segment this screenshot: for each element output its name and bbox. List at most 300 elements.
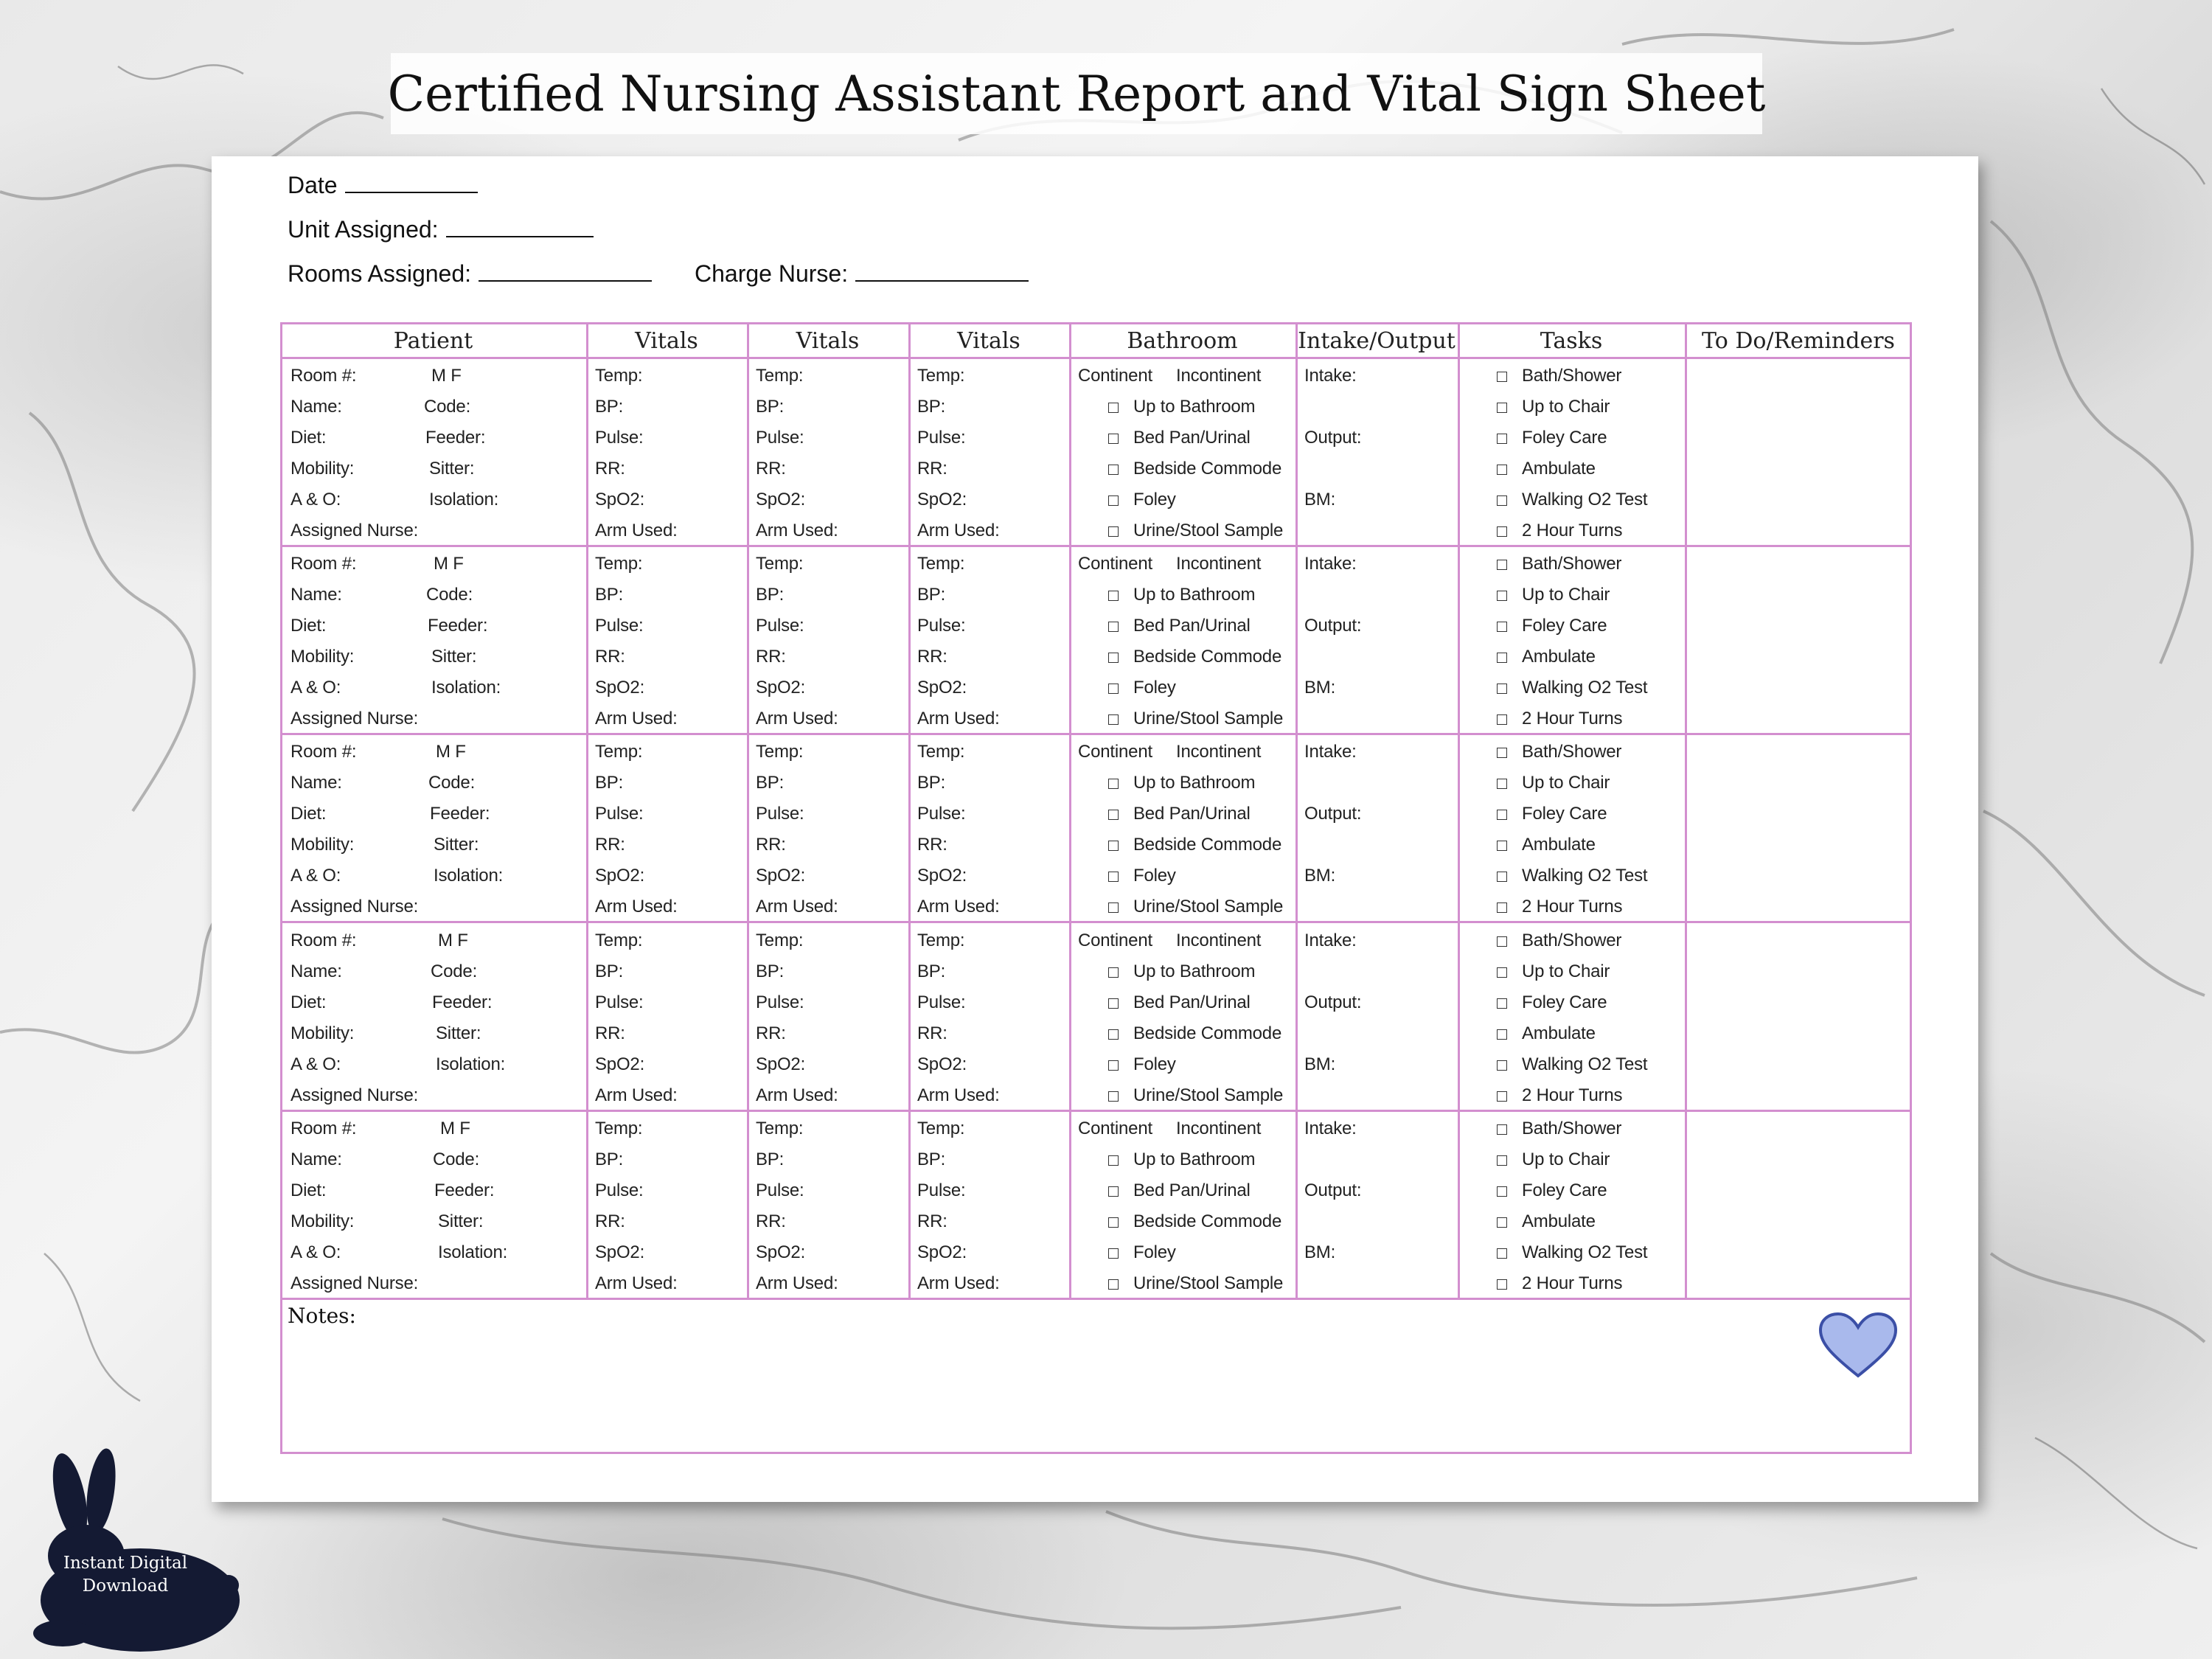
vitals-field: Arm Used: xyxy=(917,1085,1000,1105)
incontinent-label: Incontinent xyxy=(1176,1119,1262,1138)
checkbox-icon[interactable] xyxy=(1108,872,1119,882)
checkbox-icon[interactable] xyxy=(1497,434,1507,444)
column-header: Vitals xyxy=(796,327,860,354)
vitals-field: Arm Used: xyxy=(756,1273,838,1293)
vitals-field: RR: xyxy=(756,835,786,855)
task-option[interactable] xyxy=(1497,366,1621,386)
task-option-label: Ambulate xyxy=(1522,835,1596,855)
continent-label: Continent xyxy=(1078,366,1152,386)
checkbox-icon[interactable] xyxy=(1108,1279,1119,1290)
patient-name-label: Name: xyxy=(291,773,342,793)
vitals-field: Arm Used: xyxy=(595,1085,678,1105)
patient-sitter-label: Sitter: xyxy=(438,1211,484,1231)
patient-mobility-label: Mobility: xyxy=(291,835,355,855)
checkbox-icon[interactable] xyxy=(1497,810,1507,820)
task-option[interactable] xyxy=(1497,742,1621,762)
task-option-label: Bath/Shower xyxy=(1522,742,1622,762)
patient-code-label: Code: xyxy=(424,397,471,417)
column-header: Vitals xyxy=(957,327,1020,354)
patient-mobility-label: Mobility: xyxy=(291,647,355,667)
bathroom-option[interactable] xyxy=(1108,992,1251,1013)
checkbox-icon[interactable] xyxy=(1497,872,1507,882)
bathroom-option[interactable] xyxy=(1108,521,1283,541)
bathroom-option[interactable] xyxy=(1108,647,1281,667)
checkbox-icon[interactable] xyxy=(1108,403,1119,413)
bathroom-option[interactable] xyxy=(1108,1180,1251,1201)
vitals-field: RR: xyxy=(756,459,786,479)
patient-diet-label: Diet: xyxy=(291,1180,327,1200)
task-option[interactable] xyxy=(1497,1273,1622,1294)
checkbox-icon[interactable] xyxy=(1497,372,1507,382)
patient-ao-label: A & O: xyxy=(291,678,341,698)
task-option[interactable] xyxy=(1497,1150,1610,1170)
vitals-field: Temp: xyxy=(595,1119,643,1138)
bathroom-option-label: Urine/Stool Sample xyxy=(1133,709,1284,728)
bathroom-option-label: Bedside Commode xyxy=(1133,1211,1282,1231)
bathroom-option[interactable] xyxy=(1108,1023,1281,1044)
patient-code-label: Code: xyxy=(431,961,478,981)
task-option[interactable] xyxy=(1497,1085,1622,1106)
charge-label: Charge Nurse: xyxy=(695,260,849,287)
bathroom-option-label: Urine/Stool Sample xyxy=(1133,897,1284,917)
checkbox-icon[interactable] xyxy=(1497,653,1507,663)
patient-diet-label: Diet: xyxy=(291,804,327,824)
patient-feeder-label: Feeder: xyxy=(430,804,490,824)
vitals-field: SpO2: xyxy=(917,490,967,509)
checkbox-icon[interactable] xyxy=(1108,841,1119,851)
bathroom-option[interactable] xyxy=(1108,616,1251,636)
patient-mobility-label: Mobility: xyxy=(291,1211,355,1231)
task-option[interactable] xyxy=(1497,428,1607,448)
charge-blank[interactable] xyxy=(855,260,1029,282)
vitals-field: Pulse: xyxy=(595,428,644,448)
bathroom-option[interactable] xyxy=(1108,1273,1283,1294)
bathroom-option[interactable] xyxy=(1108,709,1283,729)
vitals-field: Arm Used: xyxy=(917,521,1000,540)
bathroom-option[interactable] xyxy=(1108,866,1176,886)
vitals-field: Temp: xyxy=(595,554,643,574)
vitals-field: Temp: xyxy=(756,366,804,386)
task-option[interactable] xyxy=(1497,1242,1647,1263)
bathroom-option-label: Up to Bathroom xyxy=(1133,585,1256,605)
task-option-label: Walking O2 Test xyxy=(1522,678,1648,698)
bathroom-option-label: Bedside Commode xyxy=(1133,459,1282,479)
heart-icon xyxy=(1818,1311,1899,1381)
intake-label: Intake: xyxy=(1304,554,1357,574)
task-option-label: 2 Hour Turns xyxy=(1522,521,1623,540)
vitals-field: BP: xyxy=(756,773,785,793)
task-option[interactable] xyxy=(1497,459,1596,479)
column-header: To Do/Reminders xyxy=(1702,327,1895,354)
task-option-label: Walking O2 Test xyxy=(1522,866,1648,886)
rooms-blank[interactable] xyxy=(479,260,652,282)
column-divider xyxy=(586,322,588,1299)
vitals-field: RR: xyxy=(917,835,947,855)
checkbox-icon[interactable] xyxy=(1108,1029,1119,1040)
vitals-field: Pulse: xyxy=(917,1180,966,1200)
task-option[interactable] xyxy=(1497,992,1607,1013)
task-option-label: 2 Hour Turns xyxy=(1522,1273,1623,1293)
date-line xyxy=(288,171,478,199)
checkbox-icon[interactable] xyxy=(1497,465,1507,475)
column-header: Intake/Output xyxy=(1298,327,1455,354)
vitals-field: RR: xyxy=(917,647,947,667)
task-option[interactable] xyxy=(1497,709,1622,729)
column-divider xyxy=(747,322,749,1299)
bathroom-option[interactable] xyxy=(1108,459,1281,479)
patient-sex-label: M F xyxy=(436,742,466,762)
vitals-field: SpO2: xyxy=(917,866,967,886)
checkbox-icon[interactable] xyxy=(1108,967,1119,978)
vitals-field: Pulse: xyxy=(917,992,966,1012)
vitals-field: SpO2: xyxy=(595,1242,645,1262)
checkbox-icon[interactable] xyxy=(1108,1248,1119,1259)
task-option[interactable] xyxy=(1497,1180,1607,1201)
patient-diet-label: Diet: xyxy=(291,616,327,636)
vitals-field: SpO2: xyxy=(756,866,806,886)
bathroom-option-label: Foley xyxy=(1133,678,1176,698)
checkbox-icon[interactable] xyxy=(1108,526,1119,537)
intake-label: Intake: xyxy=(1304,742,1357,762)
task-option[interactable] xyxy=(1497,678,1647,698)
checkbox-icon[interactable] xyxy=(1497,779,1507,789)
rooms-label: Rooms Assigned: xyxy=(288,260,472,287)
task-option-label: Ambulate xyxy=(1522,647,1596,667)
checkbox-icon[interactable] xyxy=(1108,1091,1119,1102)
checkbox-icon[interactable] xyxy=(1108,434,1119,444)
checkbox-icon[interactable] xyxy=(1108,1060,1119,1071)
rabbit-logo xyxy=(18,1445,240,1652)
incontinent-label: Incontinent xyxy=(1176,931,1262,950)
vitals-field: BP: xyxy=(595,1150,624,1169)
row-divider xyxy=(280,733,1912,735)
vitals-field: SpO2: xyxy=(595,1054,645,1074)
continent-label: Continent xyxy=(1078,931,1152,950)
bathroom-option[interactable] xyxy=(1108,897,1283,917)
checkbox-icon[interactable] xyxy=(1497,748,1507,758)
vitals-field: Temp: xyxy=(917,554,965,574)
vitals-field: BP: xyxy=(756,1150,785,1169)
checkbox-icon[interactable] xyxy=(1497,403,1507,413)
vitals-field: Pulse: xyxy=(917,428,966,448)
checkbox-icon[interactable] xyxy=(1108,1186,1119,1197)
task-option[interactable] xyxy=(1497,773,1610,793)
date-blank[interactable] xyxy=(345,171,478,193)
patient-sitter-label: Sitter: xyxy=(434,835,479,855)
checkbox-icon[interactable] xyxy=(1497,1279,1507,1290)
vitals-field: Pulse: xyxy=(756,1180,804,1200)
patient-mobility-label: Mobility: xyxy=(291,459,355,479)
task-option[interactable] xyxy=(1497,835,1596,855)
vitals-field: Arm Used: xyxy=(917,709,1000,728)
vitals-field: Temp: xyxy=(595,931,643,950)
patient-ao-label: A & O: xyxy=(291,490,341,509)
unit-label: Unit Assigned: xyxy=(288,216,439,243)
task-option-label: Up to Chair xyxy=(1522,773,1610,793)
vitals-field: Temp: xyxy=(595,366,643,386)
checkbox-icon[interactable] xyxy=(1108,779,1119,789)
checkbox-icon[interactable] xyxy=(1497,936,1507,947)
task-option-label: Bath/Shower xyxy=(1522,366,1622,386)
bathroom-option[interactable] xyxy=(1108,678,1176,698)
checkbox-icon[interactable] xyxy=(1497,526,1507,537)
vitals-field: BP: xyxy=(917,397,946,417)
checkbox-icon[interactable] xyxy=(1497,714,1507,725)
patient-room-label: Room #: xyxy=(291,931,357,950)
patient-ao-label: A & O: xyxy=(291,1242,341,1262)
checkbox-icon[interactable] xyxy=(1497,622,1507,632)
checkbox-icon[interactable] xyxy=(1497,495,1507,506)
checkbox-icon[interactable] xyxy=(1108,902,1119,913)
column-divider xyxy=(1458,322,1460,1299)
patient-room-label: Room #: xyxy=(291,366,357,386)
checkbox-icon[interactable] xyxy=(1108,1217,1119,1228)
patient-feeder-label: Feeder: xyxy=(425,428,486,448)
patient-code-label: Code: xyxy=(428,773,476,793)
vitals-field: Pulse: xyxy=(756,992,804,1012)
patient-feeder-label: Feeder: xyxy=(434,1180,495,1200)
bathroom-option[interactable] xyxy=(1108,1242,1176,1263)
patient-name-label: Name: xyxy=(291,1150,342,1169)
task-option-label: Ambulate xyxy=(1522,1211,1596,1231)
checkbox-icon[interactable] xyxy=(1497,967,1507,978)
bathroom-option[interactable] xyxy=(1108,490,1176,510)
output-label: Output: xyxy=(1304,428,1362,448)
intake-label: Intake: xyxy=(1304,1119,1357,1138)
vitals-field: Arm Used: xyxy=(756,709,838,728)
task-option[interactable] xyxy=(1497,1023,1596,1044)
task-option-label: Foley Care xyxy=(1522,804,1607,824)
bathroom-option-label: Bedside Commode xyxy=(1133,1023,1282,1043)
task-option[interactable] xyxy=(1497,1119,1621,1139)
vitals-field: Temp: xyxy=(595,742,643,762)
vitals-field: Arm Used: xyxy=(756,897,838,917)
vitals-field: Pulse: xyxy=(917,804,966,824)
task-option[interactable] xyxy=(1497,804,1607,824)
checkbox-icon[interactable] xyxy=(1108,714,1119,725)
task-option-label: Foley Care xyxy=(1522,616,1607,636)
row-divider xyxy=(280,1298,1912,1300)
bathroom-option-label: Foley xyxy=(1133,1242,1176,1262)
vitals-field: BP: xyxy=(756,397,785,417)
page-title: Certified Nursing Assistant Report and Vital Sign Sheet xyxy=(387,65,1766,122)
bathroom-option-label: Foley xyxy=(1133,866,1176,886)
bathroom-option[interactable] xyxy=(1108,1150,1255,1170)
task-option[interactable] xyxy=(1497,931,1621,951)
bathroom-option[interactable] xyxy=(1108,961,1255,982)
task-option-label: Up to Chair xyxy=(1522,397,1610,417)
patient-room-label: Room #: xyxy=(291,742,357,762)
checkbox-icon[interactable] xyxy=(1108,622,1119,632)
patient-assigned-nurse-label: Assigned Nurse: xyxy=(291,1085,419,1105)
bathroom-option-label: Urine/Stool Sample xyxy=(1133,1085,1284,1105)
checkbox-icon[interactable] xyxy=(1497,1155,1507,1166)
patient-sitter-label: Sitter: xyxy=(431,647,477,667)
vitals-field: RR: xyxy=(756,647,786,667)
task-option[interactable] xyxy=(1497,490,1647,510)
notes-label: Notes: xyxy=(288,1304,356,1328)
vitals-field: Pulse: xyxy=(756,804,804,824)
vitals-field: Arm Used: xyxy=(595,1273,678,1293)
bathroom-option-label: Bed Pan/Urinal xyxy=(1133,428,1251,448)
checkbox-icon[interactable] xyxy=(1497,998,1507,1009)
patient-sex-label: M F xyxy=(431,366,462,386)
checkbox-icon[interactable] xyxy=(1108,998,1119,1009)
checkbox-icon[interactable] xyxy=(1497,591,1507,601)
badge-line-1: Instant Digital xyxy=(63,1554,188,1573)
checkbox-icon[interactable] xyxy=(1108,1155,1119,1166)
vitals-field: Temp: xyxy=(756,1119,804,1138)
patient-assigned-nurse-label: Assigned Nurse: xyxy=(291,1273,419,1293)
patient-sex-label: M F xyxy=(440,1119,470,1138)
vitals-field: RR: xyxy=(595,459,625,479)
task-option[interactable] xyxy=(1497,397,1610,417)
patient-room-label: Room #: xyxy=(291,554,357,574)
bm-label: BM: xyxy=(1304,1242,1336,1262)
vitals-field: SpO2: xyxy=(756,1054,806,1074)
task-option-label: Bath/Shower xyxy=(1522,554,1622,574)
bathroom-option[interactable] xyxy=(1108,397,1255,417)
patient-sex-label: M F xyxy=(438,931,468,950)
patient-assigned-nurse-label: Assigned Nurse: xyxy=(291,521,419,540)
vitals-field: SpO2: xyxy=(756,490,806,509)
vitals-field: BP: xyxy=(595,773,624,793)
bathroom-option-label: Up to Bathroom xyxy=(1133,773,1256,793)
bm-label: BM: xyxy=(1304,1054,1336,1074)
vitals-field: Pulse: xyxy=(595,616,644,636)
task-option[interactable] xyxy=(1497,1054,1647,1075)
unit-blank[interactable] xyxy=(446,215,594,237)
checkbox-icon[interactable] xyxy=(1108,495,1119,506)
task-option-label: Up to Chair xyxy=(1522,1150,1610,1169)
checkbox-icon[interactable] xyxy=(1108,684,1119,694)
checkbox-icon[interactable] xyxy=(1497,560,1507,570)
vitals-field: RR: xyxy=(595,1023,625,1043)
bathroom-option-label: Urine/Stool Sample xyxy=(1133,521,1284,540)
vitals-field: Arm Used: xyxy=(595,521,678,540)
task-option[interactable] xyxy=(1497,897,1622,917)
task-option-label: Foley Care xyxy=(1522,428,1607,448)
bathroom-option[interactable] xyxy=(1108,1211,1281,1232)
column-divider xyxy=(1295,322,1298,1299)
bathroom-option-label: Foley xyxy=(1133,490,1176,509)
continent-label: Continent xyxy=(1078,1119,1152,1138)
patient-name-label: Name: xyxy=(291,961,342,981)
patient-name-label: Name: xyxy=(291,585,342,605)
task-option[interactable] xyxy=(1497,866,1647,886)
checkbox-icon[interactable] xyxy=(1108,591,1119,601)
checkbox-icon[interactable] xyxy=(1108,810,1119,820)
task-option[interactable] xyxy=(1497,1211,1596,1232)
task-option-label: Walking O2 Test xyxy=(1522,490,1648,509)
column-header: Tasks xyxy=(1540,327,1603,354)
patient-isolation-label: Isolation: xyxy=(436,1054,506,1074)
checkbox-icon[interactable] xyxy=(1497,1029,1507,1040)
task-option-label: Ambulate xyxy=(1522,1023,1596,1043)
task-option-label: Walking O2 Test xyxy=(1522,1242,1648,1262)
checkbox-icon[interactable] xyxy=(1108,465,1119,475)
vitals-field: BP: xyxy=(917,585,946,605)
bathroom-option-label: Bed Pan/Urinal xyxy=(1133,804,1251,824)
vitals-field: SpO2: xyxy=(595,866,645,886)
patient-isolation-label: Isolation: xyxy=(429,490,499,509)
patient-name-label: Name: xyxy=(291,397,342,417)
vitals-field: Arm Used: xyxy=(595,709,678,728)
row-divider xyxy=(280,1110,1912,1112)
patient-assigned-nurse-label: Assigned Nurse: xyxy=(291,709,419,728)
vitals-field: Arm Used: xyxy=(756,1085,838,1105)
patient-isolation-label: Isolation: xyxy=(438,1242,508,1262)
checkbox-icon[interactable] xyxy=(1497,902,1507,913)
patient-sitter-label: Sitter: xyxy=(429,459,475,479)
task-option-label: Foley Care xyxy=(1522,992,1607,1012)
vitals-field: Pulse: xyxy=(756,428,804,448)
task-option[interactable] xyxy=(1497,554,1621,574)
task-option[interactable] xyxy=(1497,616,1607,636)
checkbox-icon[interactable] xyxy=(1497,1060,1507,1071)
vitals-field: BP: xyxy=(917,1150,946,1169)
checkbox-icon[interactable] xyxy=(1497,1186,1507,1197)
incontinent-label: Incontinent xyxy=(1176,742,1262,762)
vitals-field: SpO2: xyxy=(756,1242,806,1262)
bathroom-option[interactable] xyxy=(1108,804,1251,824)
checkbox-icon[interactable] xyxy=(1497,1091,1507,1102)
vitals-field: SpO2: xyxy=(595,678,645,698)
bm-label: BM: xyxy=(1304,866,1336,886)
vitals-field: BP: xyxy=(595,585,624,605)
vitals-field: BP: xyxy=(917,773,946,793)
checkbox-icon[interactable] xyxy=(1497,1217,1507,1228)
patient-sitter-label: Sitter: xyxy=(436,1023,481,1043)
checkbox-icon[interactable] xyxy=(1108,653,1119,663)
task-option[interactable] xyxy=(1497,585,1610,605)
bathroom-option[interactable] xyxy=(1108,1085,1283,1106)
patient-diet-label: Diet: xyxy=(291,992,327,1012)
patient-assigned-nurse-label: Assigned Nurse: xyxy=(291,897,419,917)
vitals-field: Pulse: xyxy=(917,616,966,636)
badge-line-2: Download xyxy=(82,1576,169,1596)
patient-feeder-label: Feeder: xyxy=(432,992,493,1012)
checkbox-icon[interactable] xyxy=(1497,1248,1507,1259)
bathroom-option[interactable] xyxy=(1108,428,1251,448)
column-header: Bathroom xyxy=(1127,327,1238,354)
vitals-field: RR: xyxy=(756,1211,786,1231)
vitals-field: Temp: xyxy=(917,931,965,950)
vitals-field: BP: xyxy=(917,961,946,981)
vitals-field: Arm Used: xyxy=(595,897,678,917)
bathroom-option[interactable] xyxy=(1108,835,1281,855)
download-badge xyxy=(29,1552,221,1598)
checkbox-icon[interactable] xyxy=(1497,1124,1507,1135)
task-option[interactable] xyxy=(1497,647,1596,667)
task-option-label: Bath/Shower xyxy=(1522,1119,1622,1138)
checkbox-icon[interactable] xyxy=(1497,684,1507,694)
column-divider xyxy=(908,322,911,1299)
output-label: Output: xyxy=(1304,804,1362,824)
task-option[interactable] xyxy=(1497,961,1610,982)
bathroom-option-label: Up to Bathroom xyxy=(1133,1150,1256,1169)
checkbox-icon[interactable] xyxy=(1497,841,1507,851)
bathroom-option[interactable] xyxy=(1108,585,1255,605)
bathroom-option[interactable] xyxy=(1108,773,1255,793)
header-divider xyxy=(280,357,1912,359)
task-option[interactable] xyxy=(1497,521,1622,541)
vitals-field: SpO2: xyxy=(917,678,967,698)
vitals-field: Temp: xyxy=(756,554,804,574)
vitals-field: Arm Used: xyxy=(756,521,838,540)
bathroom-option[interactable] xyxy=(1108,1054,1176,1075)
vitals-field: BP: xyxy=(756,585,785,605)
